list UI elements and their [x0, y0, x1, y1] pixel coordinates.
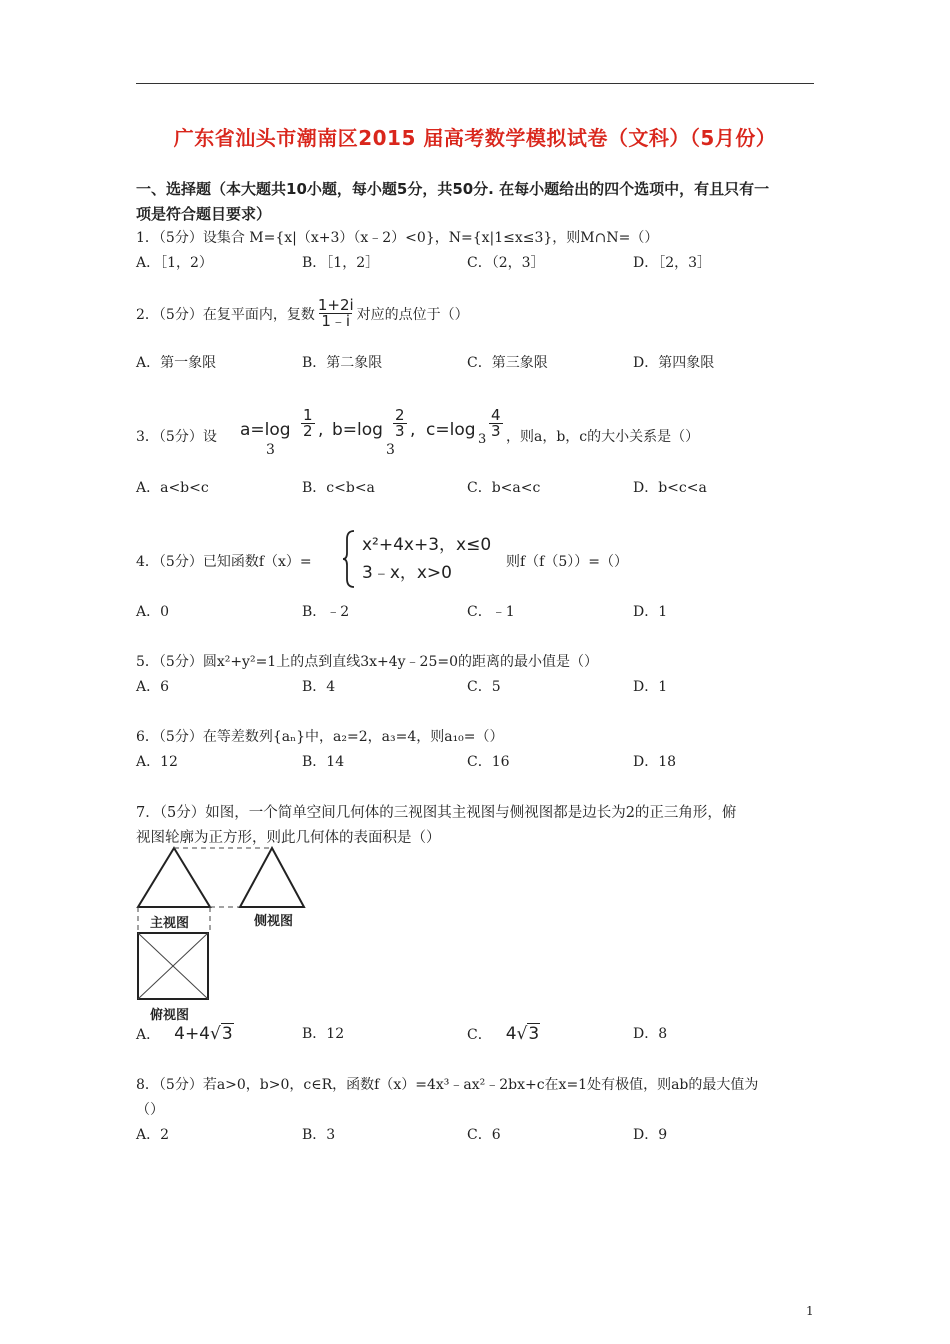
section-heading-line1: 一、选择题（本大题共10小题，每小题5分，共50分. 在每小题给出的四个选项中，有且只有一 — [136, 180, 770, 198]
q1-option-b[interactable]: B．［1，2］ — [302, 255, 380, 271]
q7-option-c-letter: C． — [467, 1026, 492, 1043]
q7-option-a-letter: A． — [136, 1026, 161, 1043]
q8-option-c[interactable]: C．6 — [467, 1127, 501, 1143]
q3-b-fraction — [393, 408, 407, 439]
q5-option-c[interactable]: C．5 — [467, 679, 501, 695]
side-view-label: 侧视图 — [254, 914, 294, 929]
q3-option-c[interactable]: C．b<a<c — [467, 480, 541, 496]
front-view-label: 主视图 — [150, 916, 190, 931]
q2-prefix: 2．（5分）在复平面内，复数 — [136, 306, 315, 323]
q7-option-a-radicand: 3 — [221, 1024, 233, 1044]
q3-a-fraction — [301, 408, 315, 439]
q3-a-den: 2 — [303, 422, 313, 440]
q4-option-c[interactable]: C．﹣1 — [467, 604, 515, 620]
q5-option-d[interactable]: D．1 — [633, 679, 668, 695]
q3-c-den: 3 — [491, 422, 501, 440]
q4-piece-2: 3﹣x，x>0 — [362, 563, 452, 583]
q6-option-a[interactable]: A．12 — [136, 754, 178, 770]
q3-b-log: b=log — [332, 420, 383, 440]
q7-option-c[interactable] — [467, 1023, 540, 1044]
q2-option-d[interactable]: D．第四象限 — [633, 355, 715, 371]
q4-option-b[interactable]: B．﹣2 — [302, 604, 350, 620]
q6-option-d[interactable]: D．18 — [633, 754, 677, 770]
q2-option-c[interactable]: C．第三象限 — [467, 355, 548, 371]
question-6-text: 6．（5分）在等差数列{aₙ}中，a₂=2，a₃=4，则a₁₀=（） — [136, 729, 504, 745]
q3-a-base: 3 — [266, 442, 275, 458]
section-heading-line2: 项是符合题目要求） — [136, 205, 272, 223]
question-7-line1: 7．（5分）如图，一个简单空间几何体的三视图其主视图与侧视图都是边长为2的正三角形，俯 — [136, 805, 737, 821]
q2-numerator: 1+2i — [317, 296, 354, 314]
q2-option-b[interactable]: B．第二象限 — [302, 355, 383, 371]
q1-option-d[interactable]: D．［2，3］ — [633, 255, 712, 271]
top-view-label: 俯视图 — [150, 1008, 190, 1023]
question-8-line1: 8．（5分）若a>0，b>0，c∈R，函数f（x）=4x³﹣ax²﹣2bx+c在x=1处有极值，则ab的最大值为 — [136, 1077, 759, 1093]
q7-option-b[interactable]: B．12 — [302, 1026, 345, 1042]
q4-suffix: 则f（f（5））=（） — [506, 554, 629, 570]
q5-option-a[interactable]: A．6 — [136, 679, 170, 695]
q3-c-num: 4 — [491, 406, 501, 424]
q2-suffix: 对应的点位于（） — [356, 306, 469, 323]
q7-option-a[interactable] — [136, 1023, 234, 1044]
q8-option-a[interactable]: A．2 — [136, 1127, 170, 1143]
q3-sep-1: , — [318, 420, 324, 440]
q3-b-den: 3 — [395, 422, 405, 440]
q3-option-a[interactable]: A．a<b<c — [136, 480, 209, 496]
q6-option-c[interactable]: C．16 — [467, 754, 510, 770]
header-rule — [136, 83, 814, 84]
q2-fraction — [316, 298, 356, 329]
page-number: 1 — [806, 1304, 814, 1318]
question-8-line2: （） — [136, 1102, 164, 1118]
q7-option-a-math: 4+4 — [174, 1023, 211, 1044]
q3-b-num: 2 — [395, 406, 405, 424]
q3-option-b[interactable]: B．c<b<a — [302, 480, 375, 496]
q3-suffix: ，则a，b，c的大小关系是（） — [506, 429, 700, 445]
q3-a-num: 1 — [303, 406, 313, 424]
q4-option-d[interactable]: D．1 — [633, 604, 668, 620]
q3-c-fraction — [489, 408, 503, 439]
question-5-text: 5．（5分）圆x²+y²=1上的点到直线3x+4y﹣25=0的距离的最小值是（） — [136, 654, 599, 670]
q1-option-c[interactable]: C．（2，3］ — [467, 255, 545, 271]
q3-option-d[interactable]: D．b<c<a — [633, 480, 707, 496]
q3-prefix: 3．（5分）设 — [136, 429, 217, 445]
q7-option-c-math: 4 — [505, 1023, 517, 1044]
sqrt-icon: √ — [516, 1023, 528, 1044]
q7-option-c-radicand: 3 — [528, 1024, 540, 1044]
q4-option-a[interactable]: A．0 — [136, 604, 170, 620]
q7-option-d[interactable]: D．8 — [633, 1026, 668, 1042]
q3-c-log: c=log — [426, 420, 476, 440]
q6-option-b[interactable]: B．14 — [302, 754, 345, 770]
q3-sep-2: , — [410, 420, 416, 440]
q2-option-a[interactable]: A．第一象限 — [136, 355, 217, 371]
question-1-text: 1．（5分）设集合 M={x|（x+3）（x﹣2）<0}，N={x|1≤x≤3}，则M∩N=（） — [136, 230, 659, 246]
q3-b-base: 3 — [386, 442, 395, 458]
q4-brace-icon — [342, 529, 356, 589]
question-7-line2: 视图轮廓为正方形，则此几何体的表面积是（） — [136, 830, 441, 846]
question-2 — [136, 298, 469, 329]
q4-prefix: 4．（5分）已知函数f（x）= — [136, 554, 312, 570]
q8-option-d[interactable]: D．9 — [633, 1127, 668, 1143]
front-view-triangle — [138, 848, 210, 907]
sqrt-icon: √ — [210, 1023, 221, 1044]
q5-option-b[interactable]: B．4 — [302, 679, 336, 695]
page-title: 广东省汕头市潮南区2015 届高考数学模拟试卷（文科）（5月份） — [173, 126, 777, 150]
q2-denominator: 1﹣i — [321, 312, 351, 330]
q1-option-a[interactable]: A．［1，2） — [136, 255, 213, 271]
q4-piece-1: x²+4x+3，x≤0 — [362, 535, 492, 555]
q3-a-log: a=log — [240, 420, 291, 440]
q8-option-b[interactable]: B．3 — [302, 1127, 336, 1143]
q3-c-base: 3 — [478, 432, 487, 447]
side-view-triangle — [240, 848, 304, 907]
